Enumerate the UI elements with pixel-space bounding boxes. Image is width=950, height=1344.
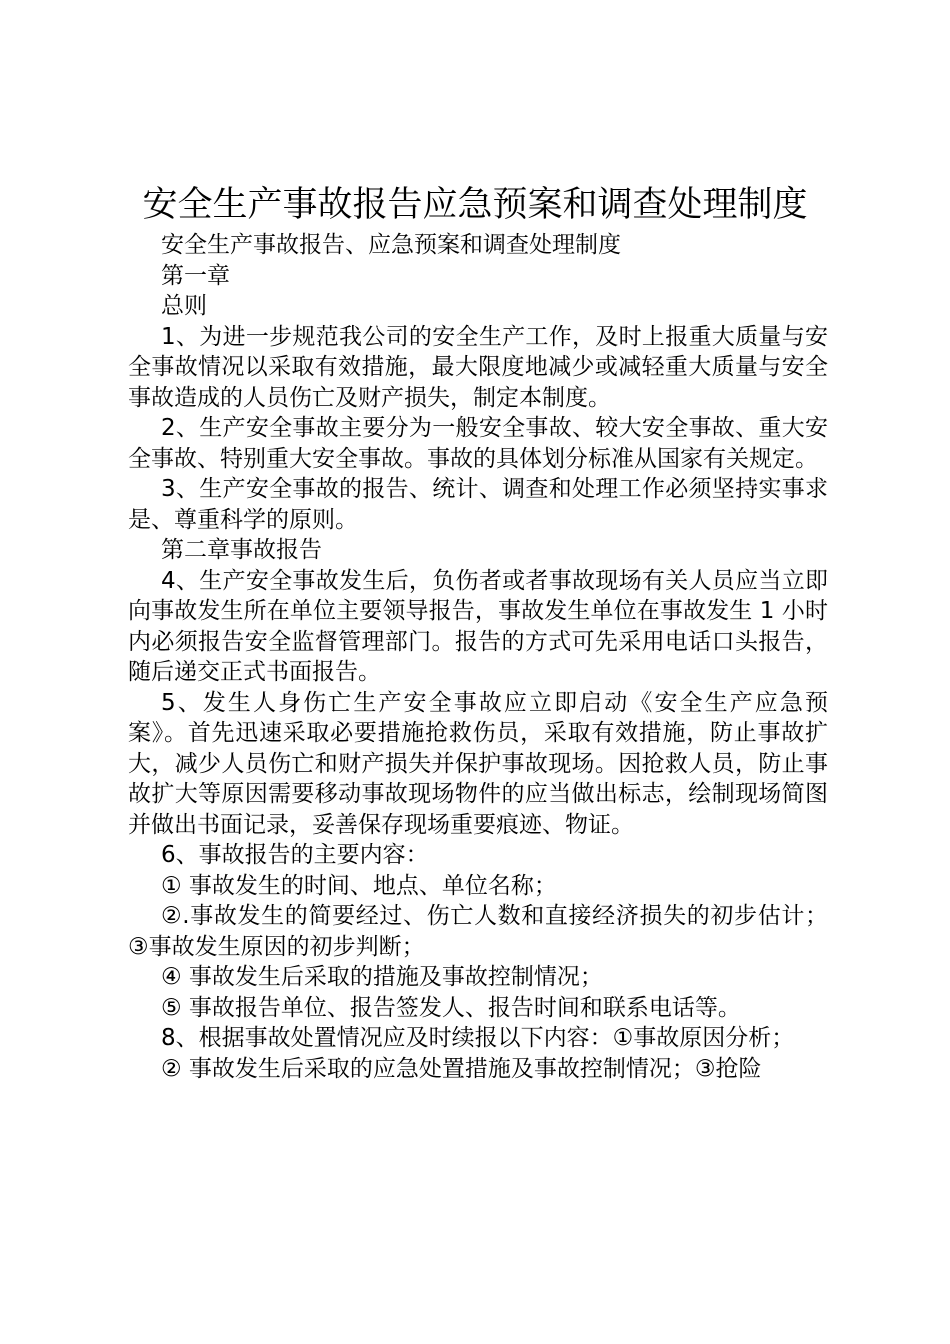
list-item: ②.事故发生的简要经过、伤亡人数和直接经济损失的初步估计；③事故发生原因的初步判断； <box>128 903 828 960</box>
paragraph: 8、根据事故处置情况应及时续报以下内容：①事故原因分析； <box>161 1025 795 1051</box>
paragraph: 4、生产安全事故发生后，负伤者或者事故现场有关人员应当立即向事故发生所在单位主要领导报告，事故发生单位在事故发生 1 小时内必须报告安全监督管理部门。报告的方式可先采用电话口头报告，随后递交正式书面报告。 <box>128 567 828 685</box>
paragraph: 6、事故报告的主要内容： <box>161 842 429 868</box>
list-item: ⑤ 事故报告单位、报告签发人、报告时间和联系电话等。 <box>161 994 741 1021</box>
paragraph: 1、为进一步规范我公司的安全生产工作，及时上报重大质量与安全事故情况以采取有效措施，最大限度地减少或减轻重大质量与安全事故造成的人员伤亡及财产损失，制定本制度。 <box>128 323 828 411</box>
list-item: ① 事故发生的时间、地点、单位名称； <box>161 872 557 899</box>
subtitle-paragraph: 安全生产事故报告、应急预案和调查处理制度 <box>161 232 621 258</box>
chapter-heading: 第二章事故报告 <box>161 537 322 563</box>
chapter-heading: 第一章 <box>161 262 230 289</box>
paragraph: 5、发生人身伤亡生产安全事故应立即启动《安全生产应急预案》。首先迅速采取必要措施抢救伤员，采取有效措施，防止事故扩大，减少人员伤亡和财产损失并保护事故现场。因抢救人员，防止事故扩大等原因需要移动事故现场物件的应当做出标志，绘制现场简图并做出书面记录，妥善保存现场重要痕迹、物证。 <box>128 689 828 838</box>
document-body <box>128 230 828 1084</box>
paragraph: ② 事故发生后采取的应急处置措施及事故控制情况；③抢险 <box>161 1055 762 1082</box>
document-title: 安全生产事故报告应急预案和调查处理制度 <box>142 185 808 225</box>
paragraph: 2、生产安全事故主要分为一般安全事故、较大安全事故、重大安全事故、特别重大安全事故。事故的具体划分标准从国家有关规定。 <box>128 415 828 472</box>
section-heading: 总则 <box>161 293 207 319</box>
list-item: ④ 事故发生后采取的措施及事故控制情况； <box>161 964 603 990</box>
paragraph: 3、生产安全事故的报告、统计、调查和处理工作必须坚持实事求是、尊重科学的原则。 <box>128 476 828 533</box>
